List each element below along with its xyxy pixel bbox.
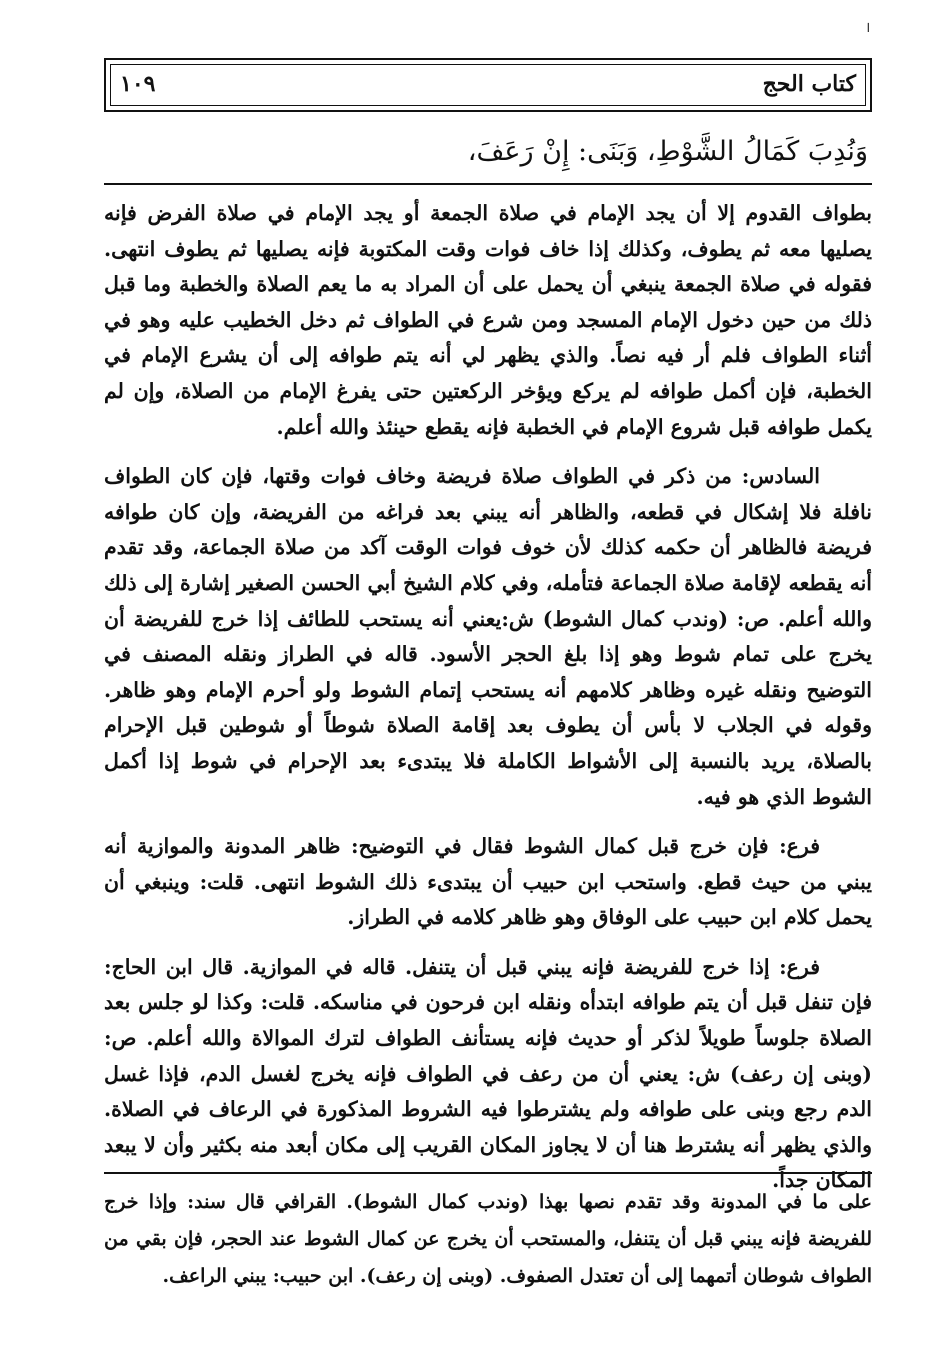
paragraph-text: السادس: من ذكر في الطواف صلاة فريضة وخاف فوات وقتها، فإن كان الطواف نافلة فلا إشكال في قطعه، والظاهر أنه يبني بعد فراغه من الفريضة، وإن كان طوافه فريضة فالظاهر أن حكمه كذلك لأن خوف فوات الوقت آكد من صلاة الجماعة، وقد تقدم أنه يقطعه لإقامة صلاة الجماعة فتأمله، وفي كلام الشيخ أبي الحسن الصغير إشارة إلى ذلك والله أعلم. ص: (وندب كمال الشوط) ش:يعني أنه يستحب للطائف إذا خرج للفريضة أن يخرج على تمام شوط وهو إذا بلغ الحجر الأسود. قاله في الطراز ونقله المصنف في التوضيح ونقله غيره وظاهر كلامهم أنه يستحب إتمام الشوط ولو أحرم الإمام وهو ظاهر. وقوله في الجلاب لا بأس أن يطوف بعد إقامة الصلاة شوطاً أو شوطين قبل الإحرام بالصلاة، يريد بالنسبة إلى الأشواط الكاملة فلا يبتدىء بعد الإحرام في شوط إذا أكمل الشوط الذي هو فيه. — [104, 464, 872, 809]
page-number: ١٠٩ — [120, 71, 156, 97]
commentary-paragraph-3 — [104, 829, 872, 936]
commentary-paragraph-2 — [104, 459, 872, 815]
header-inner-frame — [110, 64, 866, 106]
paragraph-text: بطواف القدوم إلا أن يجد الإمام في صلاة الجمعة أو يجد الإمام في صلاة الفرض فإنه يصليها معه ثم يطوف، وكذلك إذا خاف فوات وقت المكتوبة فإنه يصليها ثم يطوف انتهى. فقوله في صلاة الجمعة ينبغي أن يحمل على أن المراد به ما يعم الصلاة والخطبة وما قبل ذلك من حين دخول الإمام المسجد ومن شرع في الطواف ثم دخل الخطيب عليه وهو في أثناء الطواف فلم أر فيه نصاً. والذي يظهر لي أنه يتم طوافه إلى أن يشرع الإمام في الخطبة، فإن أكمل طوافه لم يركع ويؤخر الركعتين حتى يفرغ الإمام من الصلاة، وإن لم يكمل طوافه قبل شروع الإمام في الخطبة فإنه يقطع حينئذ والله أعلم. — [104, 201, 872, 439]
corner-mark: ا — [866, 21, 870, 35]
commentary-body — [104, 196, 872, 1213]
paragraph-text: فرع: إذا خرج للفريضة فإنه يبني قبل أن يتنفل. قاله في الموازية. قال ابن الحاج: فإن تنفل قبل أن يتم طوافه ابتدأه ونقله ابن فرحون في مناسكه. قلت: وكذا لو جلس بعد الصلاة جلوساً طويلاً لذكر أو حديث فإنه يستأنف الطواف لترك الموالاة والله أعلم. ص: (وبنى إن رعف) ش: يعني أن من رعف في الطواف فإنه يخرج لغسل الدم، فإذا غسل الدم رجع وبنى على طوافه ولم يشترطوا فيه الشروط المذكورة في الرعاف في الصلاة. والذي يظهر أنه يشترط هنا أن لا يجاوز المكان القريب إلى مكان أبعد منه بكثير وأن لا يبعد المكان جداً. — [104, 954, 872, 1193]
commentary-paragraph-4 — [104, 950, 872, 1199]
footnote-divider — [104, 1172, 872, 1174]
matn-divider — [104, 183, 872, 185]
running-header — [104, 58, 872, 112]
commentary-paragraph-1 — [104, 196, 872, 445]
header-title: كتاب الحج — [762, 71, 856, 97]
paragraph-text: فرع: فإن خرج قبل كمال الشوط فقال في التوضيح: ظاهر المدونة والموازية أنه يبني من حيث قطع. واستحب ابن حبيب أن يبتدىء ذلك الشوط انتهى. قلت: وينبغي أن يحمل كلام ابن حبيب على الوفاق وهو ظاهر كلامه في الطراز. — [104, 834, 872, 930]
matn-text: وَنُدِبَ كَمَالُ الشَّوْطِ، وَبَنَى: إِنْ رَعَفَ، — [467, 136, 868, 167]
footnote-text: على ما في المدونة وقد تقدم نصها بهذا (وندب كمال الشوط). القرافي قال سند: وإذا خرج للفريضة فإنه يبني قبل أن يتنفل، والمستحب أن يخرج عن كمال الشوط عند الحجر، فإن بقي من الطواف شوطان أتمهما إلى أن تعتدل الصفوف. (وبنى إن رعف). ابن حبيب: يبني الراعف. — [104, 1191, 872, 1287]
